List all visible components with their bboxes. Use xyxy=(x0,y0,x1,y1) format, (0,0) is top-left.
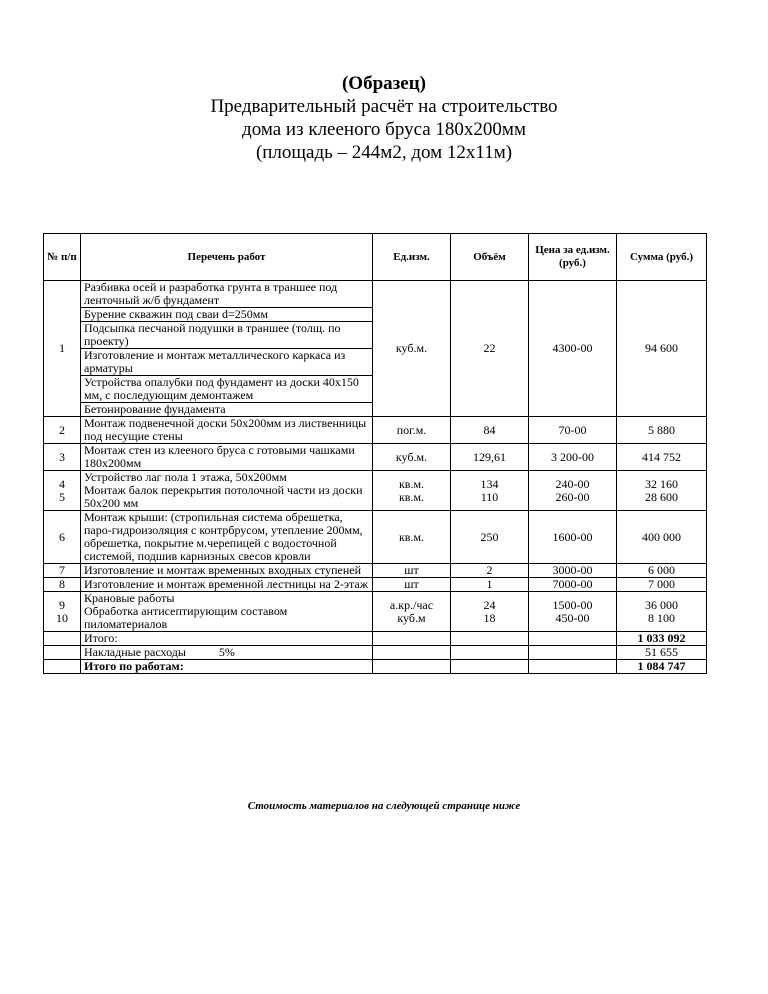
row-nums xyxy=(44,592,81,632)
title-line-house: дома из клееного бруса 180х200мм xyxy=(242,119,526,140)
subtotal-row xyxy=(44,632,707,646)
document-title xyxy=(0,72,768,164)
overhead-label: Накладные расходы xyxy=(84,645,186,659)
row-sum: 400 000 xyxy=(617,511,707,564)
row-num: 9 xyxy=(59,597,65,612)
table-row xyxy=(44,592,707,632)
row-volumes xyxy=(451,592,529,632)
row-sum: 414 752 xyxy=(617,444,707,471)
total-label: Итого по работам: xyxy=(81,660,373,674)
overhead-value: 51 655 xyxy=(617,646,707,660)
table-row xyxy=(44,281,707,417)
row-sums xyxy=(617,471,707,511)
row-unit: куб.м. xyxy=(373,281,451,417)
row-works xyxy=(81,281,373,417)
row-num: 1 xyxy=(44,281,81,417)
total-value: 1 084 747 xyxy=(617,660,707,674)
work-line: Разбивка осей и разработка грунта в траншее под ленточный ж/б фундамент xyxy=(81,281,372,308)
row-volume: 2 xyxy=(451,564,529,578)
header-works: Перечень работ xyxy=(81,234,373,281)
row-works xyxy=(81,592,373,632)
title-line-area: (площадь – 244м2, дом 12х11м) xyxy=(255,142,513,163)
row-price: 1600-00 xyxy=(529,511,617,564)
row-price: 240-00 xyxy=(555,476,590,491)
row-sum: 32 160 xyxy=(645,476,678,491)
table-row xyxy=(44,578,707,592)
table-row xyxy=(44,511,707,564)
row-volumes xyxy=(451,471,529,511)
row-volume: 134 xyxy=(480,476,499,491)
row-num: 5 xyxy=(59,489,65,504)
subtotal-label: Итого: xyxy=(81,632,373,646)
row-price: 450-00 xyxy=(555,610,590,625)
row-unit: шт xyxy=(373,578,451,592)
row-volume: 22 xyxy=(451,281,529,417)
work-line: Бурение скважин под сваи d=250мм xyxy=(81,308,372,322)
row-prices xyxy=(529,471,617,511)
row-sums xyxy=(617,592,707,632)
work-line: Крановые работы xyxy=(84,591,175,605)
table-row xyxy=(44,471,707,511)
row-unit: кв.м. xyxy=(398,489,425,504)
row-sum: 7 000 xyxy=(617,578,707,592)
row-sum: 8 100 xyxy=(648,610,675,625)
row-nums xyxy=(44,471,81,511)
title-line-sample: (Образец) xyxy=(341,73,426,94)
row-num: 7 xyxy=(44,564,81,578)
row-price: 4300-00 xyxy=(529,281,617,417)
row-work: Монтаж стен из клееного бруса с готовыми чашками 180х200мм xyxy=(81,444,373,471)
row-volume: 24 xyxy=(483,597,496,612)
row-unit: а.кр./час xyxy=(389,597,434,612)
work-line: Изготовление и монтаж металлического каркаса из арматуры xyxy=(81,349,372,376)
row-volume: 18 xyxy=(483,610,496,625)
row-units xyxy=(373,471,451,511)
row-work: Монтаж подвенечной доски 50х200мм из лиственницы под несущие стены xyxy=(81,417,373,444)
row-volume: 1 xyxy=(451,578,529,592)
work-line: Устройство лаг пола 1 этажа, 50х200мм xyxy=(84,470,287,484)
overhead-row xyxy=(44,646,707,660)
estimate-table xyxy=(43,233,707,674)
work-line: Подсыпка песчаной подушки в траншее (толщ. по проекту) xyxy=(81,322,372,349)
total-row xyxy=(44,660,707,674)
row-unit: куб.м xyxy=(397,610,426,625)
row-sum: 94 600 xyxy=(617,281,707,417)
row-num: 3 xyxy=(44,444,81,471)
row-work: Монтаж крыши: (стропильная система обрешетка, паро-гидроизоляция с контрбрусом, утепление 200мм, обрешетка, покрытие м.черепицей с водосточной системой, подшив карнизных свесов кровли xyxy=(81,511,373,564)
header-sum: Сумма (руб.) xyxy=(617,234,707,281)
row-volume: 129,61 xyxy=(451,444,529,471)
row-price: 70-00 xyxy=(529,417,617,444)
row-units xyxy=(373,592,451,632)
row-unit: кв.м. xyxy=(373,511,451,564)
table-row xyxy=(44,564,707,578)
row-unit: кв.м. xyxy=(398,476,425,491)
row-price: 1500-00 xyxy=(552,597,593,612)
row-price: 7000-00 xyxy=(529,578,617,592)
table-row xyxy=(44,417,707,444)
overhead-percent: 5% xyxy=(218,645,235,659)
row-unit: пог.м. xyxy=(373,417,451,444)
row-volume: 110 xyxy=(480,489,499,504)
row-unit: куб.м. xyxy=(373,444,451,471)
row-sum: 28 600 xyxy=(645,489,678,504)
row-price: 3 200-00 xyxy=(529,444,617,471)
subtotal-value: 1 033 092 xyxy=(617,632,707,646)
row-prices xyxy=(529,592,617,632)
header-unit: Ед.изм. xyxy=(373,234,451,281)
header-volume: Объём xyxy=(451,234,529,281)
row-num: 2 xyxy=(44,417,81,444)
row-volume: 84 xyxy=(451,417,529,444)
title-line-heading: Предварительный расчёт на строительство xyxy=(210,96,558,117)
header-row xyxy=(44,234,707,281)
row-sum: 6 000 xyxy=(617,564,707,578)
row-unit: шт xyxy=(373,564,451,578)
header-price: Цена за ед.изм. (руб.) xyxy=(529,234,617,281)
row-num: 4 xyxy=(59,476,65,491)
row-num: 8 xyxy=(44,578,81,592)
row-price: 260-00 xyxy=(555,489,590,504)
row-volume: 250 xyxy=(451,511,529,564)
row-work: Изготовление и монтаж временных входных ступеней xyxy=(81,564,373,578)
row-work: Изготовление и монтаж временной лестницы на 2-этаж xyxy=(81,578,373,592)
header-num: № п/п xyxy=(44,234,81,281)
work-line: Устройства опалубки под фундамент из доски 40х150 мм, с последующим демонтажем xyxy=(81,376,372,403)
work-line: Монтаж балок перекрытия потолочной части из доски 50х200 мм xyxy=(84,483,363,510)
work-line: Бетонирование фундамента xyxy=(84,402,226,416)
row-price: 3000-00 xyxy=(529,564,617,578)
work-line: Обработка антисептирующим составом пиломатериалов xyxy=(84,604,288,631)
footnote: Стоимость материалов на следующей странице ниже xyxy=(247,800,521,812)
row-num: 10 xyxy=(56,610,68,625)
row-sum: 36 000 xyxy=(645,597,678,612)
row-num: 6 xyxy=(44,511,81,564)
row-sum: 5 880 xyxy=(617,417,707,444)
table-row xyxy=(44,444,707,471)
row-works xyxy=(81,471,373,511)
overhead-cell xyxy=(81,646,373,660)
